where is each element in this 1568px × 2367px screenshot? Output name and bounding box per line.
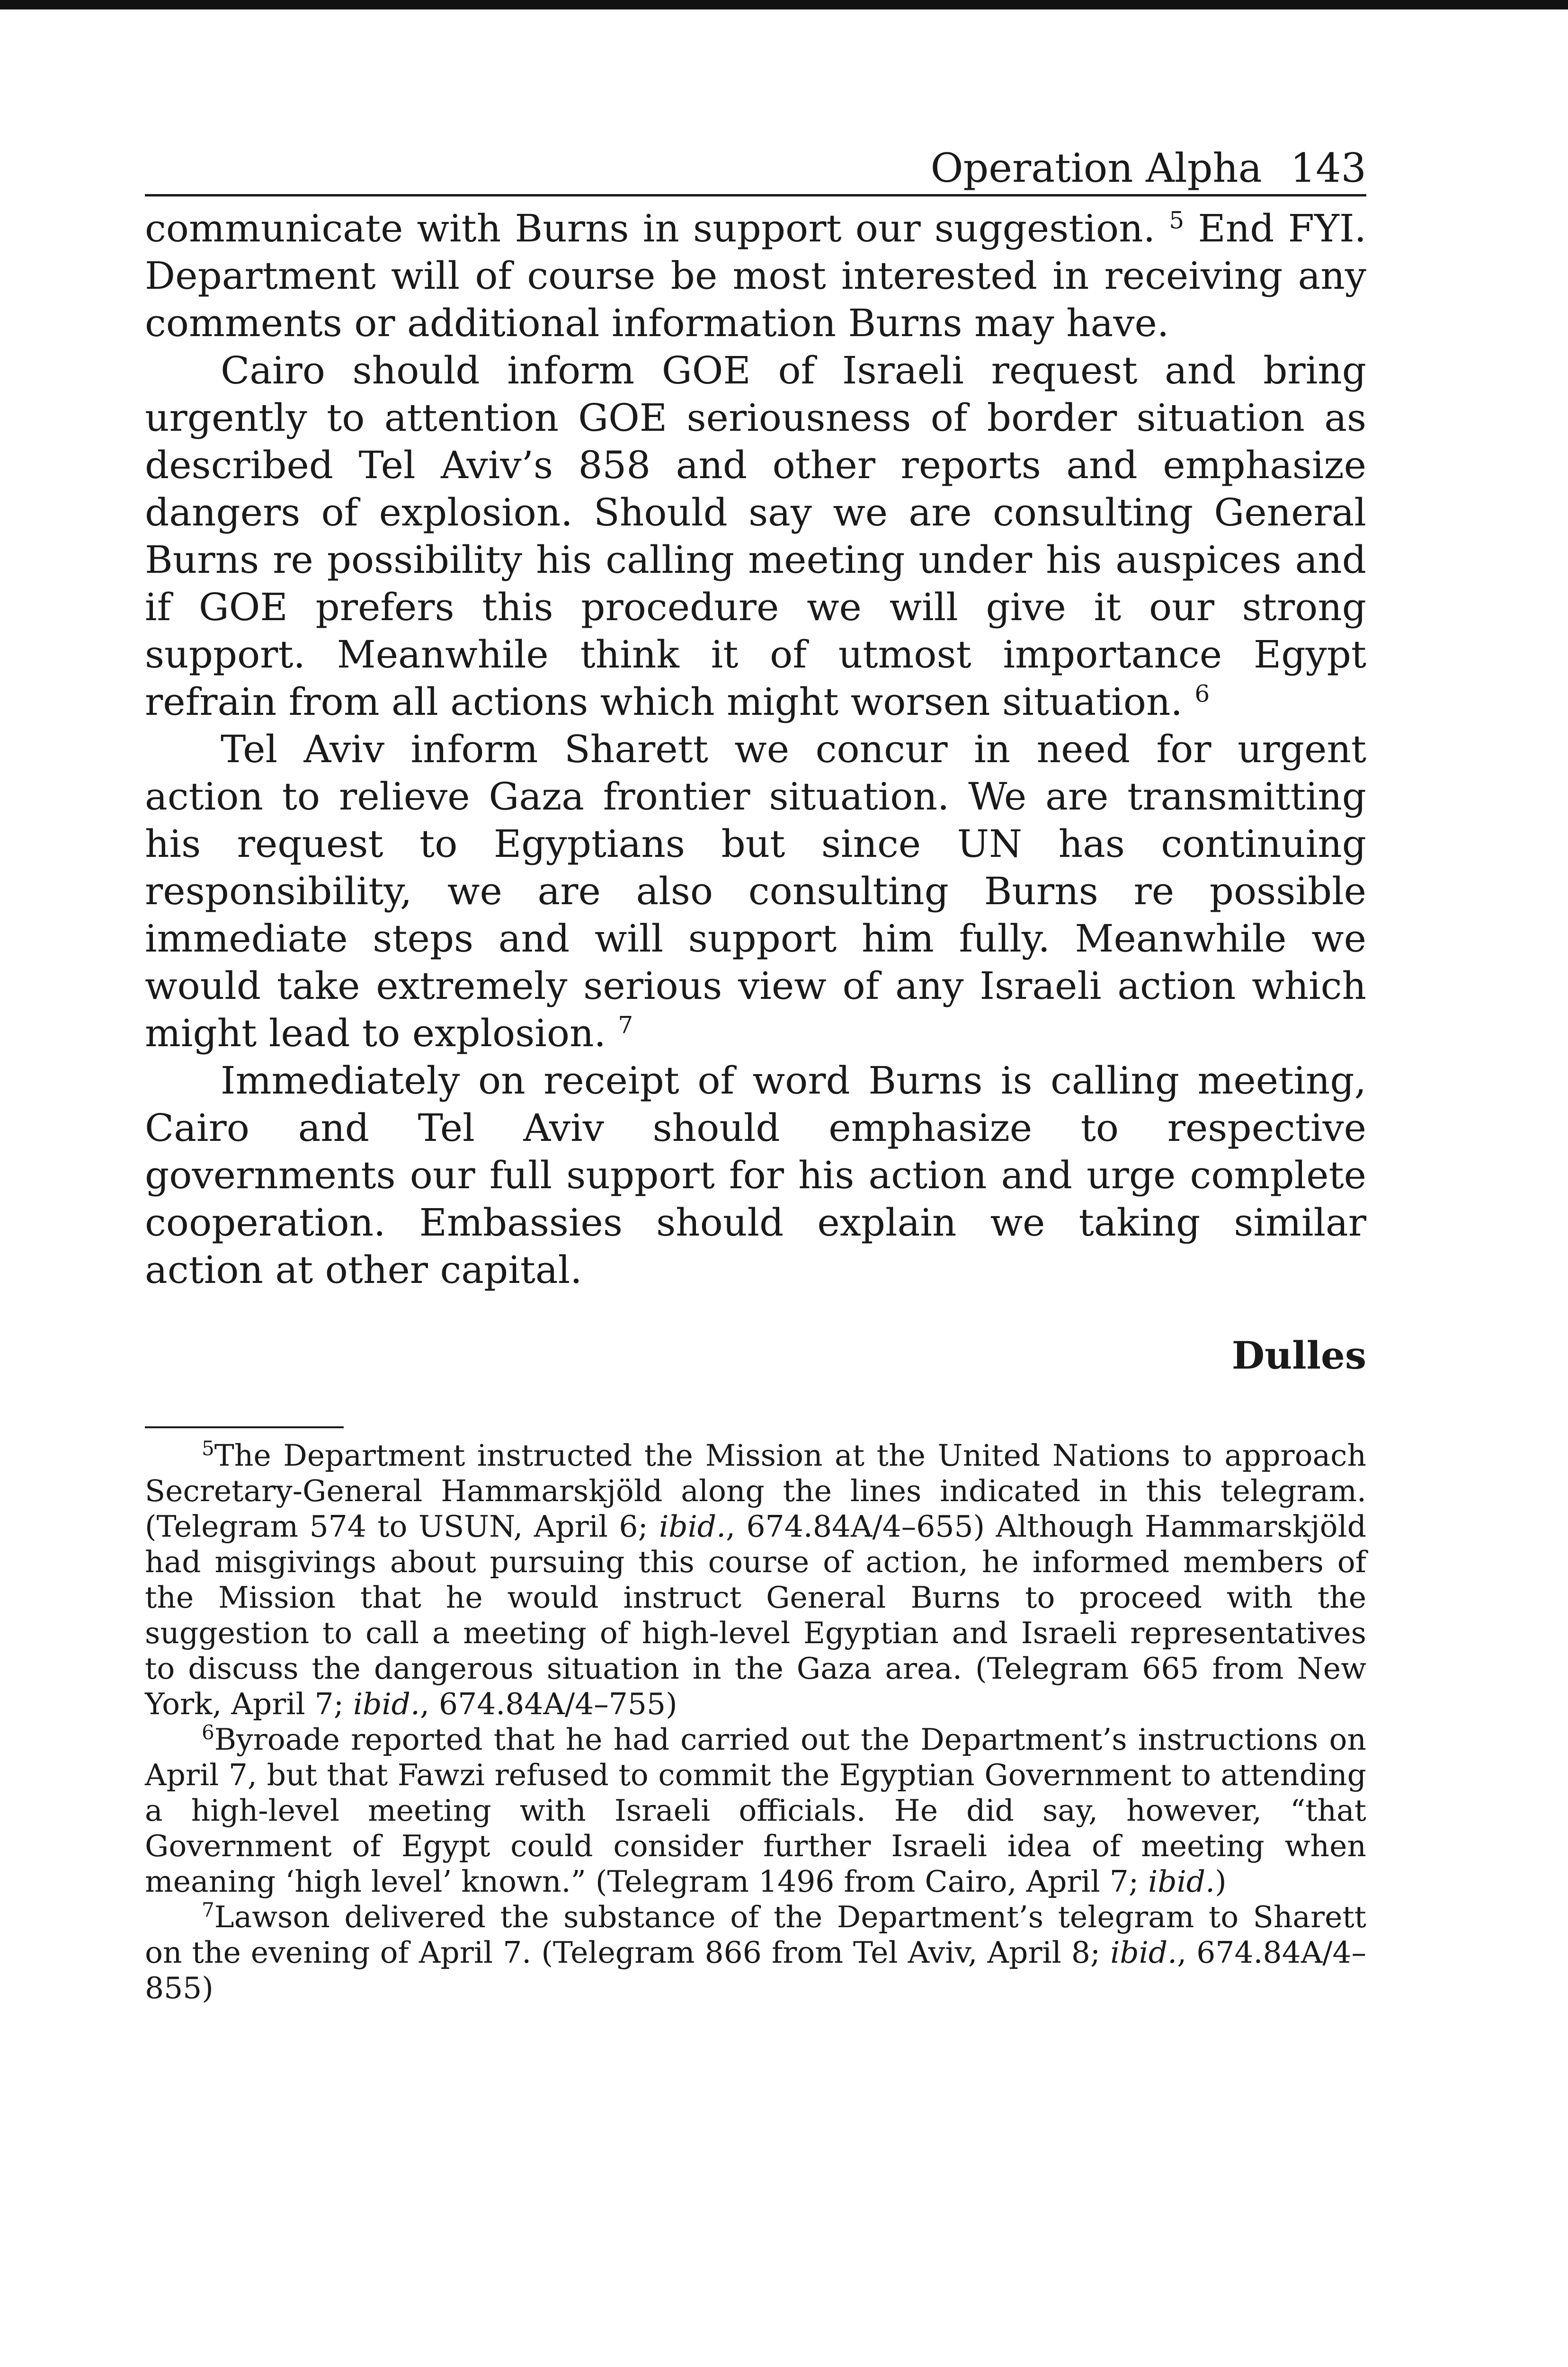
footnote-6-text-b: )	[1215, 1864, 1227, 1899]
footnotes	[145, 1438, 1366, 2006]
paragraph-1-text: communicate with Burns in support our suggestion.	[145, 206, 1156, 250]
signature: Dulles	[1231, 1333, 1366, 1378]
footnote-ref-7: 7	[618, 1011, 633, 1039]
footnote-6	[145, 1722, 1366, 1899]
paragraph-2-text: Cairo should inform GOE of Israeli request and bring urgently to attention GOE seriousness of border situation as described Tel Aviv’s 858 and other reports and emphasize dangers of explosion. Should say we are consulting General Burns re possibility his calling meeting under his auspices and if GOE prefers this procedure we will give it our strong support. Meanwhile think it of utmost importance Egypt refrain from all actions which might worsen situation.	[145, 348, 1366, 724]
footnote-5-text-a: The Department instructed the Mission at the United Nations to approach Secretary-General Hammarskjöld along the lines indicated in this telegram. (Telegram 574 to USUN, April 6;	[145, 1438, 1366, 1544]
paragraph-4-text: Immediately on receipt of word Burns is calling meeting, Cairo and Tel Aviv should emphasize to respective governments our full support for his action and urge complete cooperation. Embassies should explain we taking similar action at other capital.	[145, 1059, 1366, 1292]
footnote-7-text-b: , 674.84A/4–855)	[145, 1935, 1367, 2005]
footnote-6-text-a: Byroade reported that he had carried out the Department’s instructions on April 7, but that Fawzi refused to commit the Egyptian Government to attending a high-level meeting with Israeli officials. He did say, however, “that Government of Egypt could consider further Israeli idea of meeting when meaning ‘high level’ known.” (Telegram 1496 from Cairo, April 7;	[145, 1722, 1366, 1899]
page-number: 143	[1290, 145, 1366, 191]
running-head-title: Operation Alpha	[930, 145, 1262, 191]
book-page	[145, 142, 1366, 2006]
footnote-ref-5: 5	[1169, 206, 1185, 234]
footnote-5-text-c: , 674.84A/4–755)	[419, 1687, 677, 1721]
footnote-7-number: 7	[202, 1898, 214, 1922]
paragraph-1-tail: End FYI. Department will of course be most interested in receiving any comments or additional information Burns may have.	[145, 206, 1366, 345]
footnote-6-ibid-1: ibid.	[1148, 1864, 1215, 1899]
paragraph-2	[145, 347, 1366, 726]
paragraph-1	[145, 205, 1366, 347]
paragraph-4	[145, 1057, 1366, 1294]
running-head	[145, 142, 1366, 196]
footnote-ref-6: 6	[1194, 680, 1210, 708]
footnote-7-text-a: Lawson delivered the substance of the Department’s telegram to Sharett on the evening of April 7. (Telegram 866 from Tel Aviv, April 8;	[145, 1900, 1366, 1970]
footnote-5-number: 5	[202, 1437, 214, 1460]
footnote-5-ibid-1: ibid.	[659, 1509, 726, 1544]
footnote-5-text-b: , 674.84A/4–655) Although Hammarskjöld had misgivings about pursuing this course of action, he informed members of the Mission that he would instruct General Burns to proceed with the suggestion to call a meeting of high-level Egyptian and Israeli representatives to discuss the dangerous situation in the Gaza area. (Telegram 665 from New York, April 7;	[145, 1509, 1366, 1721]
footnote-7-ibid-1: ibid.	[1110, 1935, 1177, 1970]
footnote-6-number: 6	[202, 1721, 214, 1744]
footnote-divider	[145, 1426, 344, 1428]
body-text	[145, 205, 1366, 1294]
paragraph-3	[145, 726, 1366, 1057]
scan-top-edge	[0, 0, 1568, 9]
footnote-7	[145, 1899, 1366, 2006]
footnote-5	[145, 1438, 1366, 1722]
footnote-5-ibid-2: ibid.	[353, 1687, 420, 1721]
paragraph-3-text: Tel Aviv inform Sharett we concur in need for urgent action to relieve Gaza frontier situation. We are transmitting his request to Egyptians but since UN has continuing responsibility, we are also consulting Burns re possible immediate steps and will support him fully. Meanwhile we would take extremely serious view of any Israeli action which might lead to explosion.	[145, 727, 1366, 1055]
